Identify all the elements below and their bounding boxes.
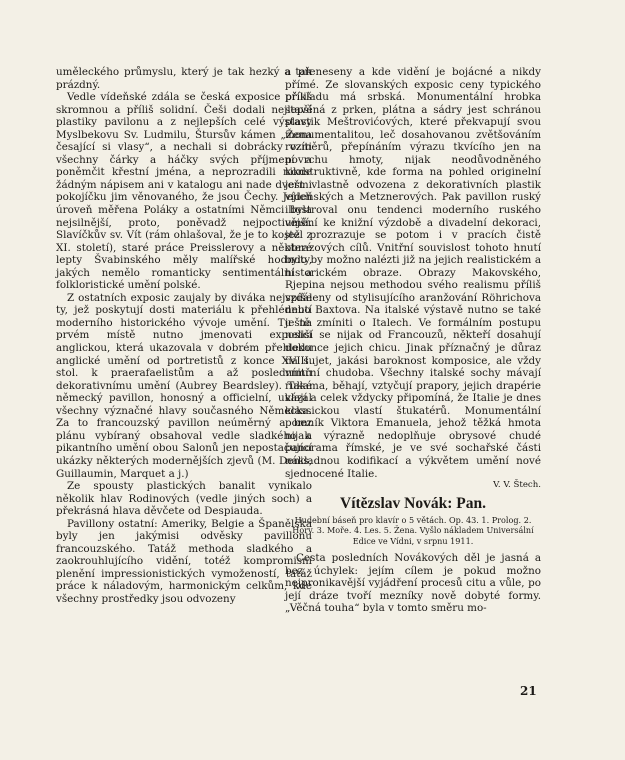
author-signature: V. V. Štech. <box>493 480 541 491</box>
paragraph: a přeneseny a kde vidění je bojácné a nikdy přímé. Ze slovanských exposic ceny typického příkladu má srbská. Monumentální hrobka stavěná z prken, plátna a sádry jest schránou plastik Meštrovićových, které překvapují svou monumentalitou, leč dosahovanou zvětšováním rozměrů, přepínáním výrazu tkvícího jen na povrchu hmoty, nijak neodůvodněného konstruktivně, kde forma na pohled originelní jest vlastně odvozena z dekorativních plastik vídeňských a Metznerových. Pak pavillon ruský illustroval onu tendenci moderního ruského umění ke knižní výzdobě a divadelní dekoraci, jež prozrazuje se potom i v pracích čistě obrazových cílů. Vnitřní souvislost tohoto hnutí bylo by možno nalézti již na jejich realistickém a historickém obraze. Obrazy Makovského, Rjepina nejsou methodou svého realismu příliš vzdáleny od stylisujícího aranžování Röhrichova nebo Baxtova. Na italské výstavě nutno se také ještě zmíniti o Italech. Ve formálním postupu neliší se nijak od Francouzů, někteří dosahují dokonce jejich chicu. Jinak příznačný je důraz na sujet, jakási baroknost komposice, ale vždy vnitřní chudoba. Všechny italské sochy mávají rukama, běhají, vztyčují prapory, jejich drapérie vlají a celek vždycky připomíná, že Italie je dnes klassickou vlastí štukatérů. Monumentální pomník Viktora Emanuela, jehož těžká hmota nijak výrazně nedoplňuje obrysové chudé panorama římské, je ve své sochařské části nákladnou kodifikací a výkvětem umění nové sjednocené Italie. <box>285 66 541 480</box>
page-number: 21 <box>520 684 537 698</box>
paragraph: Vedle vídeňské zdála se česká exposice příliš skromnou a příliš solidní. Češi dodali nejlepší plastiky pavilonu a z nejlepších celé výstavy Myslbekovu Sv. Ludmilu, Štursův kámen „Žena česající si vlasy“, a nechali si dobrácky vzíti všechny čárky a háčky svých příjmení a poněmčit křestní jména, a neprozradili nikde žádným nápisem ani v katalogu ani nade dveřmi pokojíčku jim věnovaného, že jsou Čechy. Jejich úroveň měřena Poláky a ostatními Němci byla nejsilnější, proto, poněvadž nejpoctivější. Slavíčkův sv. Vít (rám ohlašoval, že je to kostel z XI. století), staré práce Preisslerovy a některé lepty Švabinského měly malířské hodnoty, jakých nemělo romanticky sentimentální a folkloristické umění polské. <box>56 91 312 292</box>
paragraph: Ze spousty plastických banalit vynikalo několik hlav Rodinových (vedle jiných soch) a překrásná hlava děvčete od Despiauda. <box>56 480 312 518</box>
review-metadata: Hudební báseň pro klavír o 5 větách. Op. 43. 1. Prolog. 2. Hory. 3. Moře. 4. Les. 5. Žena. Vyšlo nákladem Universální Edice ve Vídni, v srpnu 1911. <box>292 515 534 546</box>
review-body: Cesta posledních Novákových děl je jasná a bez úchylek: jejím cílem je pokud možno nejpronikavější vyjádření procesů citu a vůle, po její dráze tvoří mezníky nově dobyté formy. „Věčná touha“ byla v tomto směru mo- <box>285 552 541 615</box>
review-title: Vítězslav Novák: Pan. <box>340 495 486 513</box>
right-text-column <box>285 66 541 615</box>
left-text-column <box>56 66 312 606</box>
paragraph: Z ostatních exposic zaujaly by diváka nejspíše ty, jež poskytují dosti materiálu k přehlédnutí moderního historického vývoje umění. Tu na prvém místě nutno jmenovati exposici anglickou, která ukazovala v dobrém přehledu anglické umění od portretistů z konce XVIII. stol. k praerafaelistům a až poslednímu dekorativnímu umění (Aubrey Beardsley). Také německý pavillon, honosný a officielní, ukázal všechny význačné hlavy současného Německa. Za to francouzský pavillon neúměrný a bez plánu vybíraný obsahoval vedle sladkého a pikantního umění obou Salonů jen nepostačující ukázky některých modernějších zjevů (M. Denis, Guillaumin, Marquet a j.) <box>56 291 312 480</box>
paragraph: uměleckého průmyslu, který je tak hezký a tak prázdný. <box>56 66 312 91</box>
paragraph: Pavillony ostatní: Ameriky, Belgie a Španělska byly jen jakýmisi odvěsky pavillonu francouzského. Tatáž methoda sladkého a zaokrouhlujícího vidění, totéž kompromisní plenění impressionistických vymožeností, tatáž práce k náladovým, harmonickým celkům, kde všechny prostředky jsou odvozeny <box>56 517 312 605</box>
